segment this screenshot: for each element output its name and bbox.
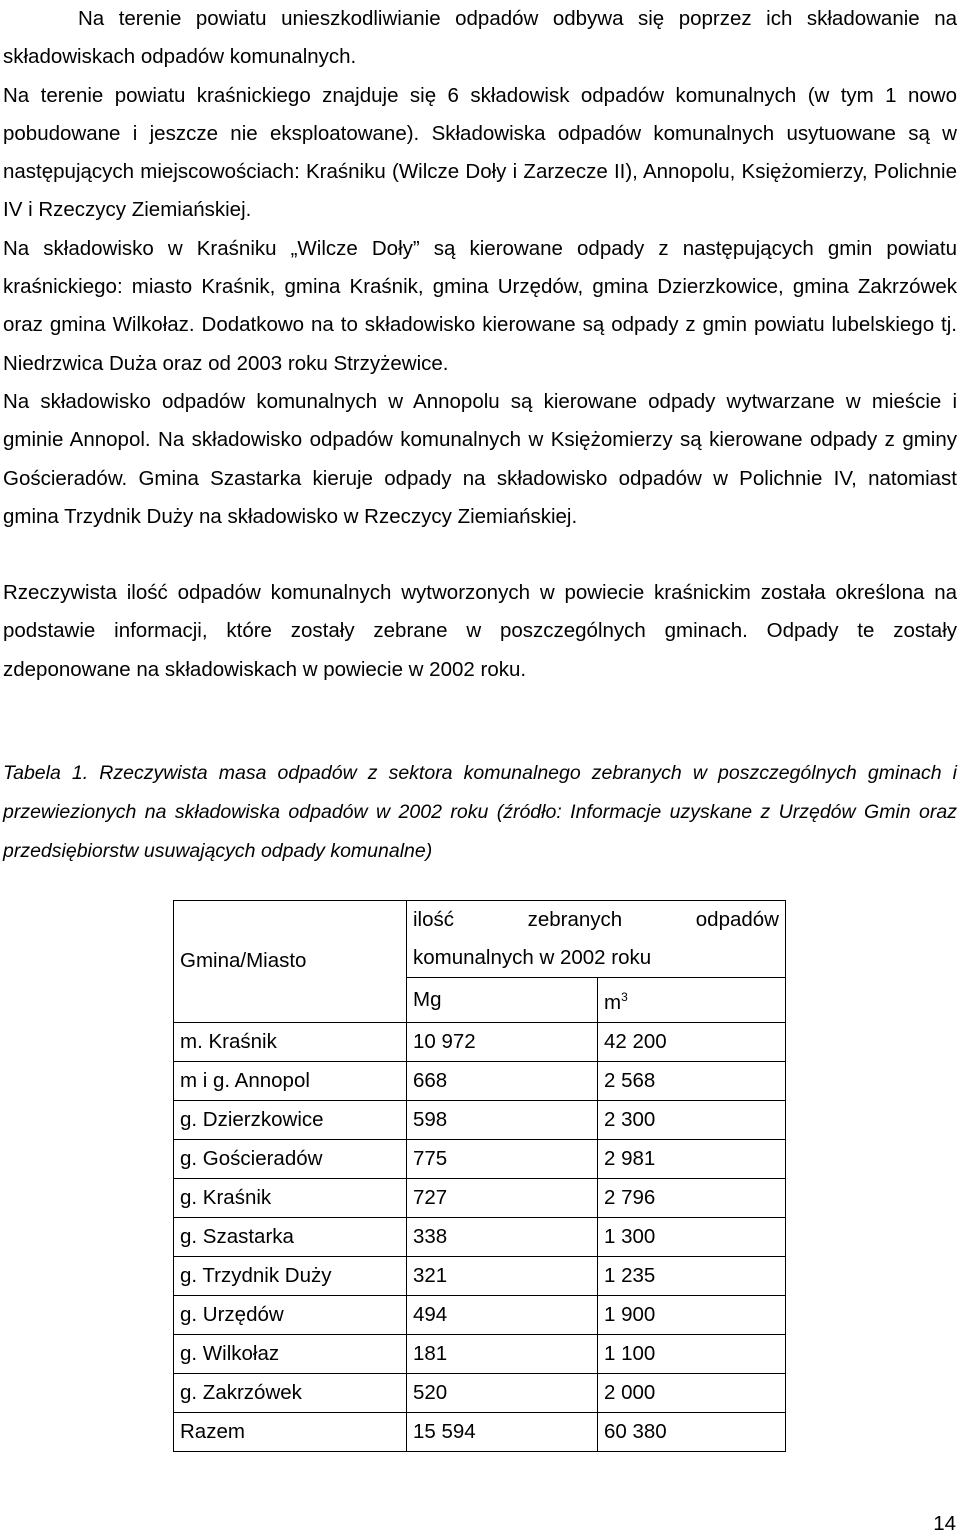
row-mg: 520 bbox=[407, 1373, 598, 1412]
row-mg: 598 bbox=[407, 1100, 598, 1139]
row-mg: 321 bbox=[407, 1256, 598, 1295]
header-quantity-line2: komunalnych w 2002 roku bbox=[413, 946, 652, 969]
unit-mg: Mg bbox=[407, 978, 598, 1023]
paragraph-4: Na składowisko odpadów komunalnych w Annopolu są kierowane odpady wytwarzane w mieście i gminie Annopol. Na składowisko odpadów komunalnych w Księżomierzy są kierowane odpady z gminy Gościeradów. Gmina Szastarka kieruje odpady na składowisko odpadów w Polichnie IV, natomiast gmina Trzydnik Duży na składowisko w Rzeczycy Ziemiańskiej. bbox=[3, 389, 957, 528]
row-m3: 42 200 bbox=[598, 1022, 786, 1061]
header-quantity bbox=[407, 901, 786, 978]
row-m3: 2 000 bbox=[598, 1373, 786, 1412]
paragraph-5: Rzeczywista ilość odpadów komunalnych wytworzonych w powiecie kraśnickim została określona na podstawie informacji, które zostały zebrane w poszczególnych gminach. Odpady te zostały zdeponowane na składowiskach w powiecie w 2002 roku. bbox=[3, 581, 957, 681]
table-header-row bbox=[174, 901, 786, 978]
row-name: g. Urzędów bbox=[174, 1295, 407, 1334]
row-mg: 10 972 bbox=[407, 1022, 598, 1061]
table-rows bbox=[174, 1022, 786, 1412]
page-number: 14 bbox=[933, 1512, 956, 1535]
row-name: g. Gościeradów bbox=[174, 1139, 407, 1178]
row-mg: 494 bbox=[407, 1295, 598, 1334]
paragraph-3: Na składowisko w Kraśniku „Wilcze Doły” są kierowane odpady z następujących gmin powiatu kraśnickiego: miasto Kraśnik, gmina Kraśnik, gmina Urzędów, gmina Dzierzkowice, gmina Zakrzówek oraz gmina Wilkołaz. Dodatkowo na to składowisko kierowane są odpady z gmin powiatu lubelskiego tj. Niedrzwica Duża oraz od 2003 roku Strzyżewice. bbox=[3, 236, 957, 375]
row-m3: 1 100 bbox=[598, 1334, 786, 1373]
row-name: g. Kraśnik bbox=[174, 1178, 407, 1217]
table-row bbox=[174, 1139, 786, 1178]
row-mg: 181 bbox=[407, 1334, 598, 1373]
row-name: g. Wilkołaz bbox=[174, 1334, 407, 1373]
header-word-3: odpadów bbox=[695, 908, 779, 931]
total-name: Razem bbox=[174, 1412, 407, 1451]
paragraph-2: Na terenie powiatu kraśnickiego znajduje się 6 składowisk odpadów komunalnych (w tym 1 nowo pobudowane i jeszcze nie eksploatowane). Składowiska odpadów komunalnych usytuowane są w następujących miejscowościach: Kraśniku (Wilcze Doły i Zarzecze II), Annopolu, Księżomierzy, Polichnie IV i Rzeczycy Ziemiańskiej. bbox=[3, 83, 957, 222]
row-name: m i g. Annopol bbox=[174, 1061, 407, 1100]
unit-m3: $m^3$ bbox=[598, 978, 786, 1023]
table-row bbox=[174, 1178, 786, 1217]
table-row bbox=[174, 1100, 786, 1139]
table-row bbox=[174, 1217, 786, 1256]
row-m3: 1 235 bbox=[598, 1256, 786, 1295]
table-row bbox=[174, 1061, 786, 1100]
row-m3: 2 568 bbox=[598, 1061, 786, 1100]
row-mg: 727 bbox=[407, 1178, 598, 1217]
table-total-row bbox=[174, 1412, 786, 1451]
document-body bbox=[3, 0, 957, 689]
row-m3: 2 796 bbox=[598, 1178, 786, 1217]
header-quantity-line1 bbox=[413, 901, 785, 939]
row-m3: 1 900 bbox=[598, 1295, 786, 1334]
total-mg: 15 594 bbox=[407, 1412, 598, 1451]
table-row bbox=[174, 1334, 786, 1373]
waste-table bbox=[173, 900, 786, 1452]
row-m3: 2 300 bbox=[598, 1100, 786, 1139]
row-m3: 2 981 bbox=[598, 1139, 786, 1178]
table-caption-label: Tabela 1. bbox=[3, 762, 89, 784]
table-row bbox=[174, 1373, 786, 1412]
total-m3: 60 380 bbox=[598, 1412, 786, 1451]
row-mg: 338 bbox=[407, 1217, 598, 1256]
row-m3: 1 300 bbox=[598, 1217, 786, 1256]
row-name: g. Szastarka bbox=[174, 1217, 407, 1256]
table-row bbox=[174, 1256, 786, 1295]
table-caption-text: Rzeczywista masa odpadów z sektora komunalnego zebranych w poszczególnych gminach i przewiezionych na składowiska odpadów w 2002 roku (źródło: Informacje uzyskane z Urzędów Gmin oraz przedsiębiorstw usuwających odpady komunalne) bbox=[3, 762, 957, 862]
row-name: g. Dzierzkowice bbox=[174, 1100, 407, 1139]
row-name: m. Kraśnik bbox=[174, 1022, 407, 1061]
table-row bbox=[174, 1295, 786, 1334]
header-gmina: Gmina/Miasto bbox=[174, 901, 407, 1023]
row-name: g. Zakrzówek bbox=[174, 1373, 407, 1412]
row-mg: 775 bbox=[407, 1139, 598, 1178]
paragraph-1: Na terenie powiatu unieszkodliwianie odpadów odbywa się poprzez ich składowanie na składowiskach odpadów komunalnych. bbox=[3, 7, 957, 69]
header-word-1: ilość bbox=[413, 908, 455, 931]
table-row bbox=[174, 1022, 786, 1061]
header-word-2: zebranych bbox=[527, 908, 623, 931]
table-caption bbox=[3, 754, 957, 871]
row-name: g. Trzydnik Duży bbox=[174, 1256, 407, 1295]
row-mg: 668 bbox=[407, 1061, 598, 1100]
